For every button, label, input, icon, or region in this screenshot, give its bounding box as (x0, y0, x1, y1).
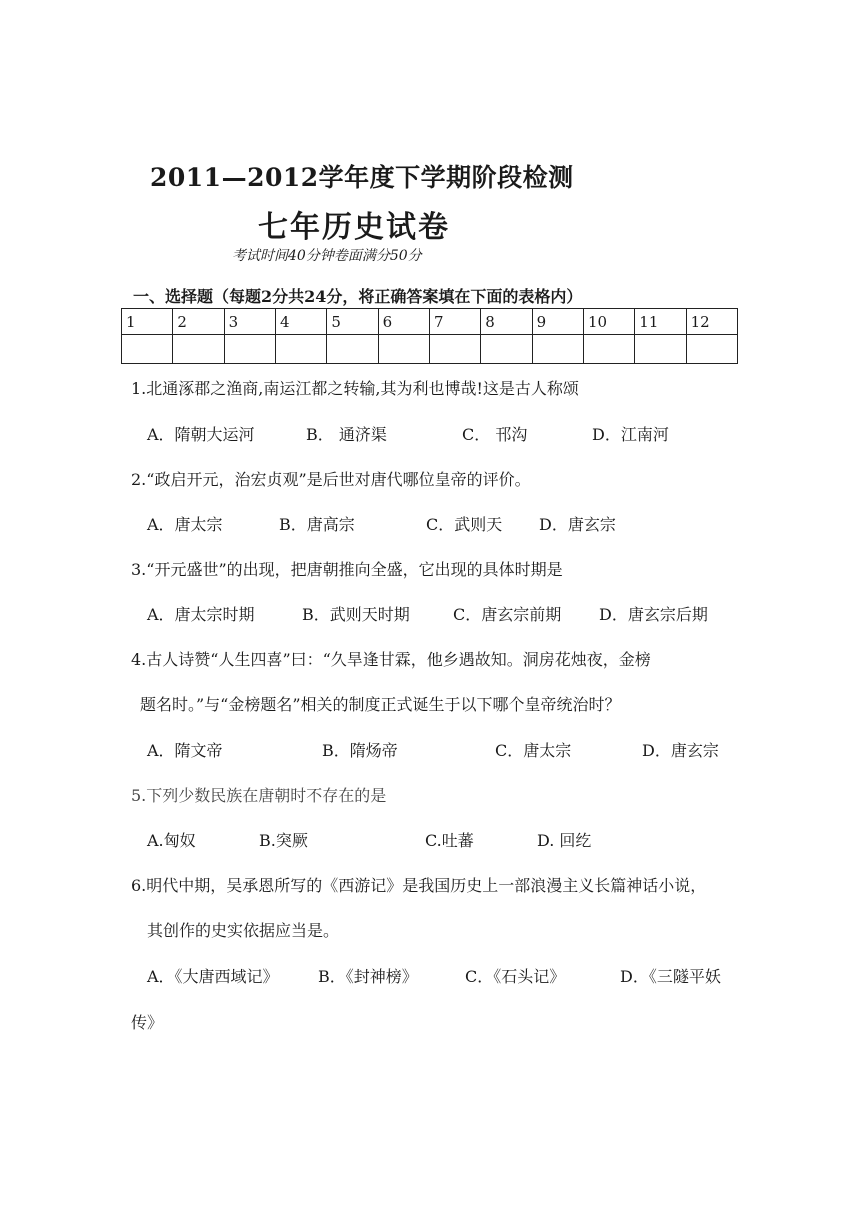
answer-number: 6 (378, 309, 429, 335)
answer-cell[interactable] (224, 335, 275, 364)
option-d: D．江南河 (592, 425, 669, 444)
option-b: B．唐高宗 (279, 515, 355, 534)
option-b: B． 通济渠 (306, 425, 387, 444)
option-c: C． 邗沟 (462, 425, 528, 444)
answer-table-blank-row (122, 335, 738, 364)
answer-number: 1 (122, 309, 173, 335)
answer-cell[interactable] (583, 335, 634, 364)
option-c: C.吐蕃 (425, 831, 474, 850)
answer-cell[interactable] (122, 335, 173, 364)
option-c: C．《石头记》 (465, 967, 566, 986)
answer-number: 8 (481, 309, 532, 335)
question-3-text: 3.“开元盛世”的出现，把唐朝推向全盛，它出现的具体时期是 (131, 560, 563, 579)
answer-number: 7 (429, 309, 480, 335)
option-a: A．隋朝大运河 (147, 425, 255, 444)
answer-cell[interactable] (429, 335, 480, 364)
option-d: D．唐玄宗后期 (599, 605, 708, 624)
question-6-text: 6.明代中期，吴承恩所写的《西游记》是我国历史上一部浪漫主义长篇神话小说， (131, 876, 707, 895)
option-a: A．隋文帝 (147, 741, 223, 760)
option-d: D. 回纥 (537, 831, 592, 850)
option-d: D．《三隧平妖 (620, 967, 721, 986)
question-4-text-cont: 题名时。”与“金榜题名”相关的制度正式诞生于以下哪个皇帝统治时？ (140, 695, 621, 714)
option-c: C．唐太宗 (495, 741, 572, 760)
answer-table (121, 308, 738, 364)
answer-number: 4 (275, 309, 326, 335)
option-d: D．唐玄宗 (642, 741, 719, 760)
answer-cell[interactable] (275, 335, 326, 364)
option-a: A．《大唐西域记》 (147, 967, 279, 986)
answer-number: 10 (583, 309, 634, 335)
question-2-text: 2.“政启开元，治宏贞观”是后世对唐代哪位皇帝的评价。 (131, 470, 531, 489)
option-b: B．武则天时期 (302, 605, 410, 624)
answer-cell[interactable] (481, 335, 532, 364)
exam-info: 考试时间40分钟卷面满分50分 (232, 248, 422, 264)
question-6-option-d-cont: 传》 (131, 1013, 164, 1032)
option-a: A．唐太宗 (147, 515, 223, 534)
answer-cell[interactable] (378, 335, 429, 364)
answer-cell[interactable] (532, 335, 583, 364)
exam-subtitle: 七年历史试卷 (258, 210, 450, 245)
option-d: D．唐玄宗 (539, 515, 616, 534)
option-b: B．隋炀帝 (322, 741, 398, 760)
option-c: C．武则天 (426, 515, 503, 534)
question-4-text: 4.古人诗赞“人生四喜”曰：“久旱逢甘霖，他乡遇故知。洞房花烛夜，金榜 (131, 650, 651, 669)
option-a: A．唐太宗时期 (147, 605, 255, 624)
answer-number: 12 (686, 309, 737, 335)
option-c: C．唐玄宗前期 (453, 605, 562, 624)
exam-title: 2011—2012学年度下学期阶段检测 (150, 163, 574, 192)
answer-number: 9 (532, 309, 583, 335)
answer-number: 5 (327, 309, 378, 335)
question-1-text: 1.北通涿郡之渔商,南运江都之转输,其为利也博哉!这是古人称颂 (131, 379, 579, 398)
option-a: A.匈奴 (147, 831, 196, 850)
answer-cell[interactable] (173, 335, 224, 364)
answer-cell[interactable] (686, 335, 737, 364)
answer-table-header-row (122, 309, 738, 335)
question-5-text: 5.下列少数民族在唐朝时不存在的是 (131, 786, 387, 805)
option-b: B.突厥 (259, 831, 308, 850)
section-heading: 一、选择题（每题2分共24分，将正确答案填在下面的表格内） (133, 287, 583, 306)
option-b: B．《封神榜》 (318, 967, 418, 986)
answer-number: 11 (635, 309, 686, 335)
answer-cell[interactable] (635, 335, 686, 364)
answer-number: 2 (173, 309, 224, 335)
answer-cell[interactable] (327, 335, 378, 364)
question-6-text-cont: 其创作的史实依据应当是。 (147, 921, 340, 940)
answer-number: 3 (224, 309, 275, 335)
